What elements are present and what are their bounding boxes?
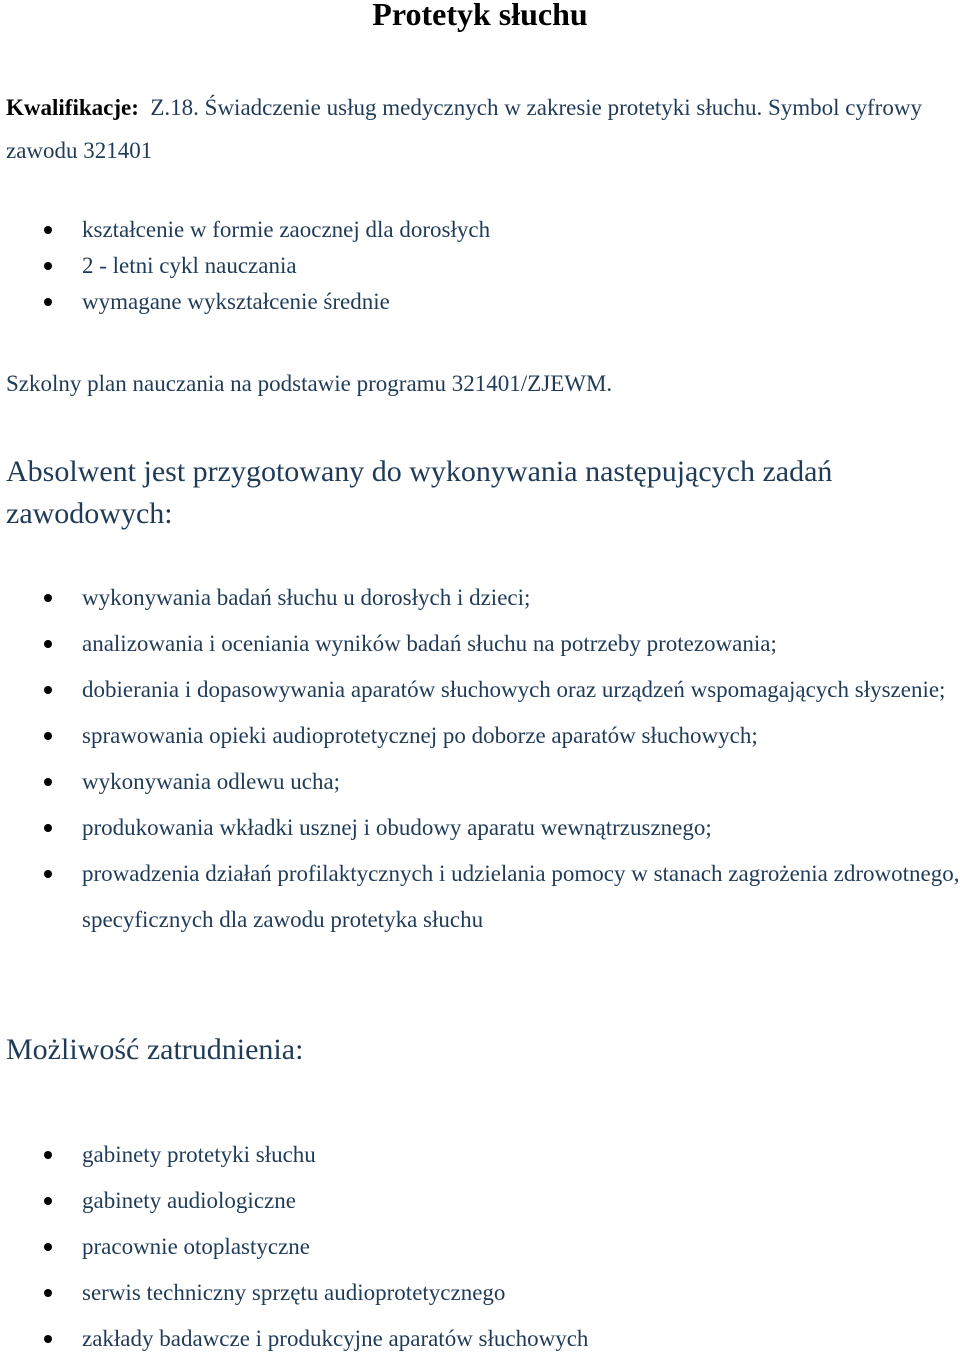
list-item-text: produkowania wkładki usznej i obudowy aparatu wewnątrzusznego; [82, 815, 712, 840]
list-item [0, 621, 960, 667]
bullet-icon [44, 226, 52, 234]
bullet-icon [44, 686, 52, 694]
list-item-text: 2 - letni cykl nauczania [82, 253, 297, 278]
employment-heading: Możliwość zatrudnienia: [6, 1033, 304, 1066]
qualification-paragraph [6, 86, 956, 172]
list-item [0, 1316, 588, 1362]
tasks-heading: Absolwent jest przygotowany do wykonywania następujących zadań zawodowych: [6, 455, 833, 530]
tasks-list [0, 575, 960, 943]
bullet-icon [44, 1243, 52, 1251]
list-item [0, 851, 960, 943]
plan-paragraph: Szkolny plan nauczania na podstawie programu 321401/ZJEWM. [6, 371, 613, 396]
list-item [0, 759, 960, 805]
list-item-text: sprawowania opieki audioprotetycznej po doborze aparatów słuchowych; [82, 723, 758, 748]
bullet-icon [44, 262, 52, 270]
list-item-text: wykonywania odlewu ucha; [82, 769, 341, 794]
bullet-icon [44, 1289, 52, 1297]
list-item-text: dobierania i dopasowywania aparatów słuchowych oraz urządzeń wspomagających słyszenie; [82, 677, 946, 702]
page-title: Protetyk słuchu [372, 0, 588, 32]
bullet-icon [44, 870, 52, 878]
list-item-text: serwis techniczny sprzętu audioprotetycznego [82, 1280, 506, 1305]
list-item-text: prowadzenia działań profilaktycznych i udzielania pomocy w stanach zagrożenia zdrowotnego, specyficznych dla zawodu protetyka słuchu [82, 861, 960, 932]
list-item-text: wymagane wykształcenie średnie [82, 289, 390, 314]
list-item-text: gabinety protetyki słuchu [82, 1142, 316, 1167]
list-item-text: gabinety audiologiczne [82, 1188, 296, 1213]
bullet-icon [44, 640, 52, 648]
bullet-icon [44, 1197, 52, 1205]
list-item-text: wykonywania badań słuchu u dorosłych i dzieci; [82, 585, 531, 610]
bullet-icon [44, 594, 52, 602]
list-item [0, 1224, 588, 1270]
info-list [0, 212, 490, 320]
list-item [0, 667, 960, 713]
list-item [0, 1178, 588, 1224]
list-item [0, 575, 960, 621]
bullet-icon [44, 824, 52, 832]
bullet-icon [44, 1335, 52, 1343]
list-item [0, 248, 490, 284]
list-item-text: pracownie otoplastyczne [82, 1234, 310, 1259]
list-item-text: zakłady badawcze i produkcyjne aparatów słuchowych [82, 1326, 589, 1351]
qualification-label: Kwalifikacje: [6, 95, 139, 120]
list-item [0, 1270, 588, 1316]
list-item [0, 805, 960, 851]
list-item [0, 713, 960, 759]
qualification-text: Z.18. Świadczenie usług medycznych w zakresie protetyki słuchu. Symbol cyfrowy zawodu 321401 [6, 95, 922, 163]
list-item-text: analizowania i oceniania wyników badań słuchu na potrzeby protezowania; [82, 631, 777, 656]
employment-list [0, 1132, 588, 1362]
list-item [0, 212, 490, 248]
bullet-icon [44, 298, 52, 306]
list-item-text: kształcenie w formie zaocznej dla dorosłych [82, 217, 491, 242]
bullet-icon [44, 1151, 52, 1159]
list-item [0, 284, 490, 320]
bullet-icon [44, 778, 52, 786]
list-item [0, 1132, 588, 1178]
bullet-icon [44, 732, 52, 740]
